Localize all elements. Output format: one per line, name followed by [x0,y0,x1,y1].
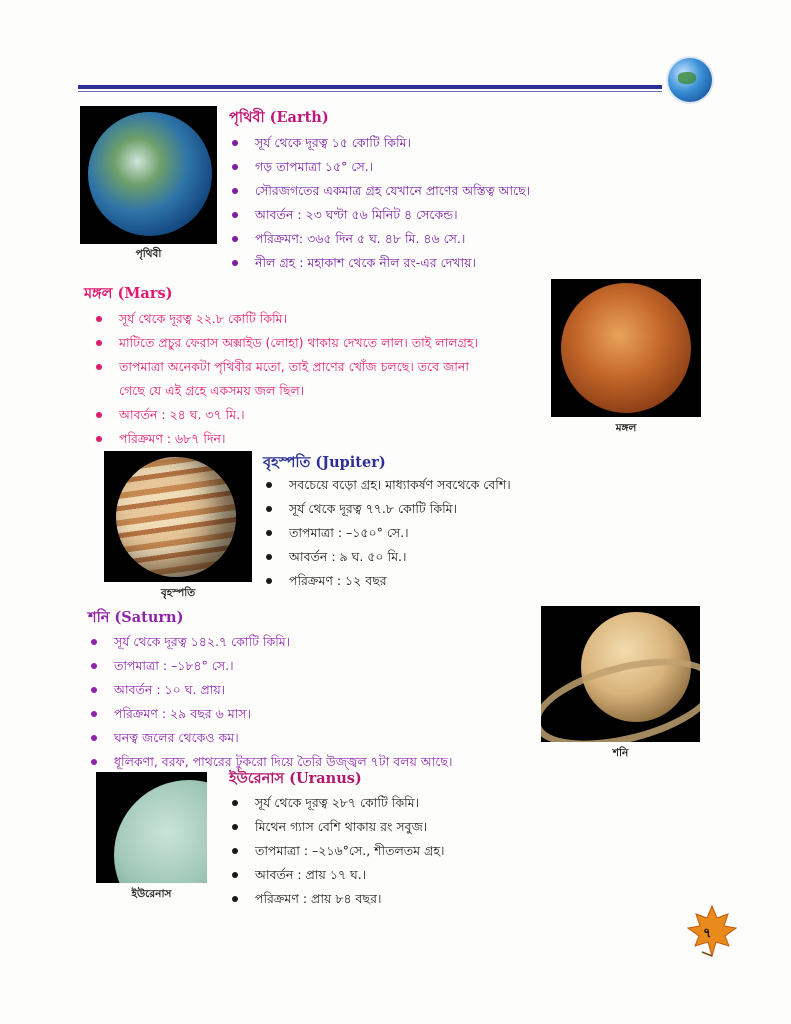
jupiter-heading: বৃহস্পতি (Jupiter) [263,454,386,471]
saturn-fact: সূর্য থেকে দূরত্ব ১৪২.৭ কোটি কিমি। [88,630,452,654]
uranus-image [96,772,207,883]
jupiter-fact: পরিক্রমণ : ১২ বছর [263,569,511,593]
earth-planet [88,112,212,236]
jupiter-facts-list [263,473,511,593]
saturn-fact: আবর্তন : ১০ ঘ. প্রায়। [88,678,452,702]
jupiter-fact: তাপমাত্রা : –১৫০° সে.। [263,521,511,545]
uranus-fact: তাপমাত্রা : –২১৬°সে., শীতলতম গ্রহ। [229,839,445,863]
saturn-fact: পরিক্রমণ : ২৯ বছর ৬ মাস। [88,702,452,726]
mars-fact: পরিক্রমণ : ৬৮৭ দিন। [93,427,478,451]
jupiter-planet [116,457,236,577]
uranus-fact: পরিক্রমণ : প্রায় ৮৪ বছর। [229,887,445,911]
jupiter-fact: আবর্তন : ৯ ঘ. ৫০ মি.। [263,545,511,569]
jupiter-fact: সবচেয়ে বড়ো গ্রহ। মাধ্যাকর্ষণ সবথেকে বেশি। [263,473,511,497]
mars-caption: মঙ্গল [615,422,637,434]
jupiter-image [104,451,252,582]
earth-fact: পরিক্রমণ: ৩৬৫ দিন ৫ ঘ. ৪৮ মি. ৪৬ সে.। [229,227,530,251]
earth-fact: সৌরজগতের একমাত্র গ্রহ যেখানে প্রাণের অস্তিত্ব আছে। [229,179,530,203]
uranus-caption: ইউরেনাস [131,888,172,900]
mars-fact: মাটিতে প্রচুর ফেরাস অক্সাইড (লোহা) থাকায় দেখতে লাল। তাই লালগ্রহ। [93,331,478,355]
uranus-facts-list [229,791,445,911]
saturn-facts-list [88,630,452,774]
saturn-heading: শনি (Saturn) [88,609,184,626]
header-rule-bottom [78,91,662,92]
uranus-fact: আবর্তন : প্রায় ১৭ ঘ.। [229,863,445,887]
jupiter-fact: সূর্য থেকে দূরত্ব ৭৭.৮ কোটি কিমি। [263,497,511,521]
earth-fact: সূর্য থেকে দূরত্ব ১৫ কোটি কিমি। [229,131,530,155]
saturn-fact: ঘনত্ব জলের থেকেও কম। [88,726,452,750]
page-number: ৭ [703,926,712,941]
mars-facts-list [93,307,478,451]
earth-heading: পৃথিবী (Earth) [229,109,329,126]
earth-image [80,106,217,244]
earth-fact: নীল গ্রহ : মহাকাশ থেকে নীল রং-এর দেখায়। [229,251,530,275]
mars-heading: মঙ্গল (Mars) [84,285,173,302]
earth-facts-list [229,131,530,275]
mars-fact: আবর্তন : ২৪ ঘ. ৩৭ মি.। [93,403,478,427]
uranus-fact: মিথেন গ্যাস বেশি থাকায় রং সবুজ। [229,815,445,839]
header-rule-top [78,85,662,89]
mars-fact-continuation: গেছে যে এই গ্রহে একসময় জল ছিল। [119,383,305,398]
jupiter-caption: বৃহস্পতি [160,587,196,599]
saturn-fact: ধূলিকণা, বরফ, পাথরের টুকরো দিয়ে তৈরি উজ্জ্বল ৭টা বলয় আছে। [88,750,452,774]
mars-fact: তাপমাত্রা অনেকটা পৃথিবীর মতো, তাই প্রাণের খোঁজ চলছে। তবে জানা [93,355,478,379]
mars-planet [561,283,691,413]
earth-caption: পৃথিবী [135,248,162,260]
uranus-planet [114,780,207,883]
maple-leaf-icon [684,902,740,958]
saturn-image [541,606,700,742]
saturn-fact: তাপমাত্রা : –১৮৪° সে.। [88,654,452,678]
mars-image [551,279,701,417]
uranus-heading: ইউরেনাস (Uranus) [229,770,362,787]
mars-fact: সূর্য থেকে দূরত্ব ২২.৮ কোটি কিমি। [93,307,478,331]
globe-icon [668,58,712,102]
saturn-caption: শনি [612,747,629,759]
earth-fact: গড় তাপমাত্রা ১৫° সে.। [229,155,530,179]
earth-fact: আবর্তন : ২৩ ঘণ্টা ৫৬ মিনিট ৪ সেকেন্ড। [229,203,530,227]
uranus-fact: সূর্য থেকে দূরত্ব ২৮৭ কোটি কিমি। [229,791,445,815]
